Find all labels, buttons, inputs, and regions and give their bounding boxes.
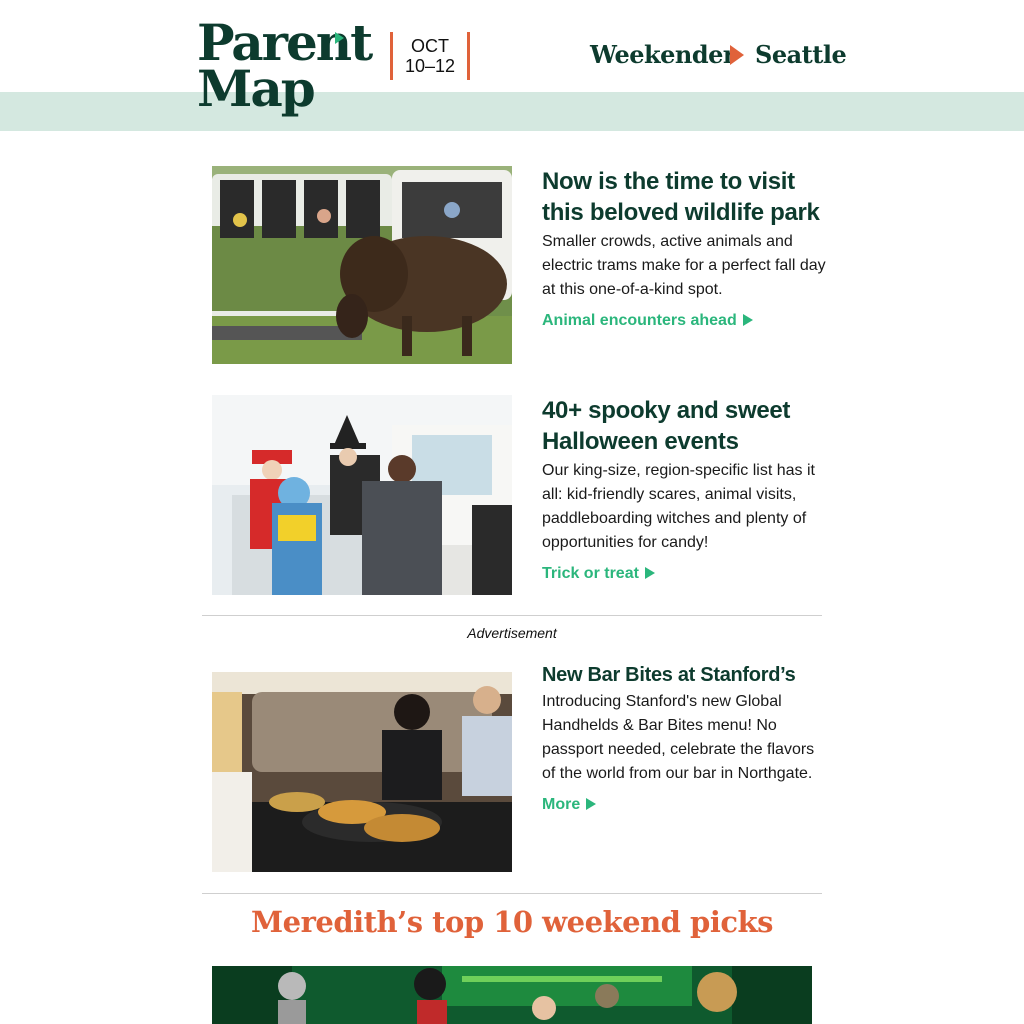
cta-label: Animal encounters ahead xyxy=(542,312,737,329)
article-halloween-events xyxy=(212,395,822,595)
date-month: OCT xyxy=(411,36,449,56)
date-box xyxy=(390,32,470,80)
cta-label: More xyxy=(542,796,581,813)
article-content xyxy=(542,166,827,330)
cta-label: Trick or treat xyxy=(542,565,639,582)
ad-content xyxy=(542,662,827,814)
play-arrow-icon xyxy=(730,45,744,65)
caret-right-icon xyxy=(586,798,596,810)
article-content xyxy=(542,395,827,583)
ad-description: Introducing Stanford's new Global Handhelds & Bar Bites menu! No passport needed, celebrate the flavors of the world from our bar in Northgate. xyxy=(542,693,815,782)
edition-label xyxy=(590,38,847,72)
divider xyxy=(202,615,822,616)
animal-encounters-link[interactable] xyxy=(542,312,753,330)
advertisement-label: Advertisement xyxy=(467,625,557,641)
article-title[interactable]: Now is the time to visit this beloved wildlife park xyxy=(542,168,820,226)
halloween-events-image[interactable] xyxy=(212,395,512,595)
weekend-picks-hero-image[interactable] xyxy=(212,966,812,1024)
logo-line-map: Map xyxy=(197,59,314,118)
logo-triangle-icon xyxy=(335,32,344,44)
email-header xyxy=(0,0,1024,131)
stanfords-bar-bites-image[interactable] xyxy=(212,672,512,872)
article-wildlife-park xyxy=(212,166,826,366)
article-title[interactable]: 40+ spooky and sweet Halloween events xyxy=(542,397,791,455)
caret-right-icon xyxy=(743,314,753,326)
article-description: Our king-size, region-specific list has it all: kid-friendly scares, animal visits, paddleboarding witches and plenty of opportunities for candy! xyxy=(542,462,815,551)
header-band xyxy=(0,92,1024,131)
trick-or-treat-link[interactable] xyxy=(542,565,655,583)
logo-line-parent: Parent xyxy=(197,13,372,72)
parentmap-logo[interactable] xyxy=(197,13,372,122)
edition-city: Seattle xyxy=(755,40,847,69)
advertisement-stanfords xyxy=(212,662,822,872)
ad-title[interactable]: New Bar Bites at Stanford’s xyxy=(542,664,796,686)
weekend-picks-heading: Meredith’s top 10 weekend picks xyxy=(251,905,773,939)
wildlife-park-image[interactable] xyxy=(212,166,512,364)
caret-right-icon xyxy=(645,567,655,579)
date-range: 10–12 xyxy=(404,56,456,76)
article-description: Smaller crowds, active animals and electric trams make for a perfect fall day at this one-of-a-kind spot. xyxy=(542,233,826,298)
more-link[interactable] xyxy=(542,796,596,814)
divider xyxy=(202,893,822,894)
edition-name: Weekender xyxy=(590,40,736,69)
